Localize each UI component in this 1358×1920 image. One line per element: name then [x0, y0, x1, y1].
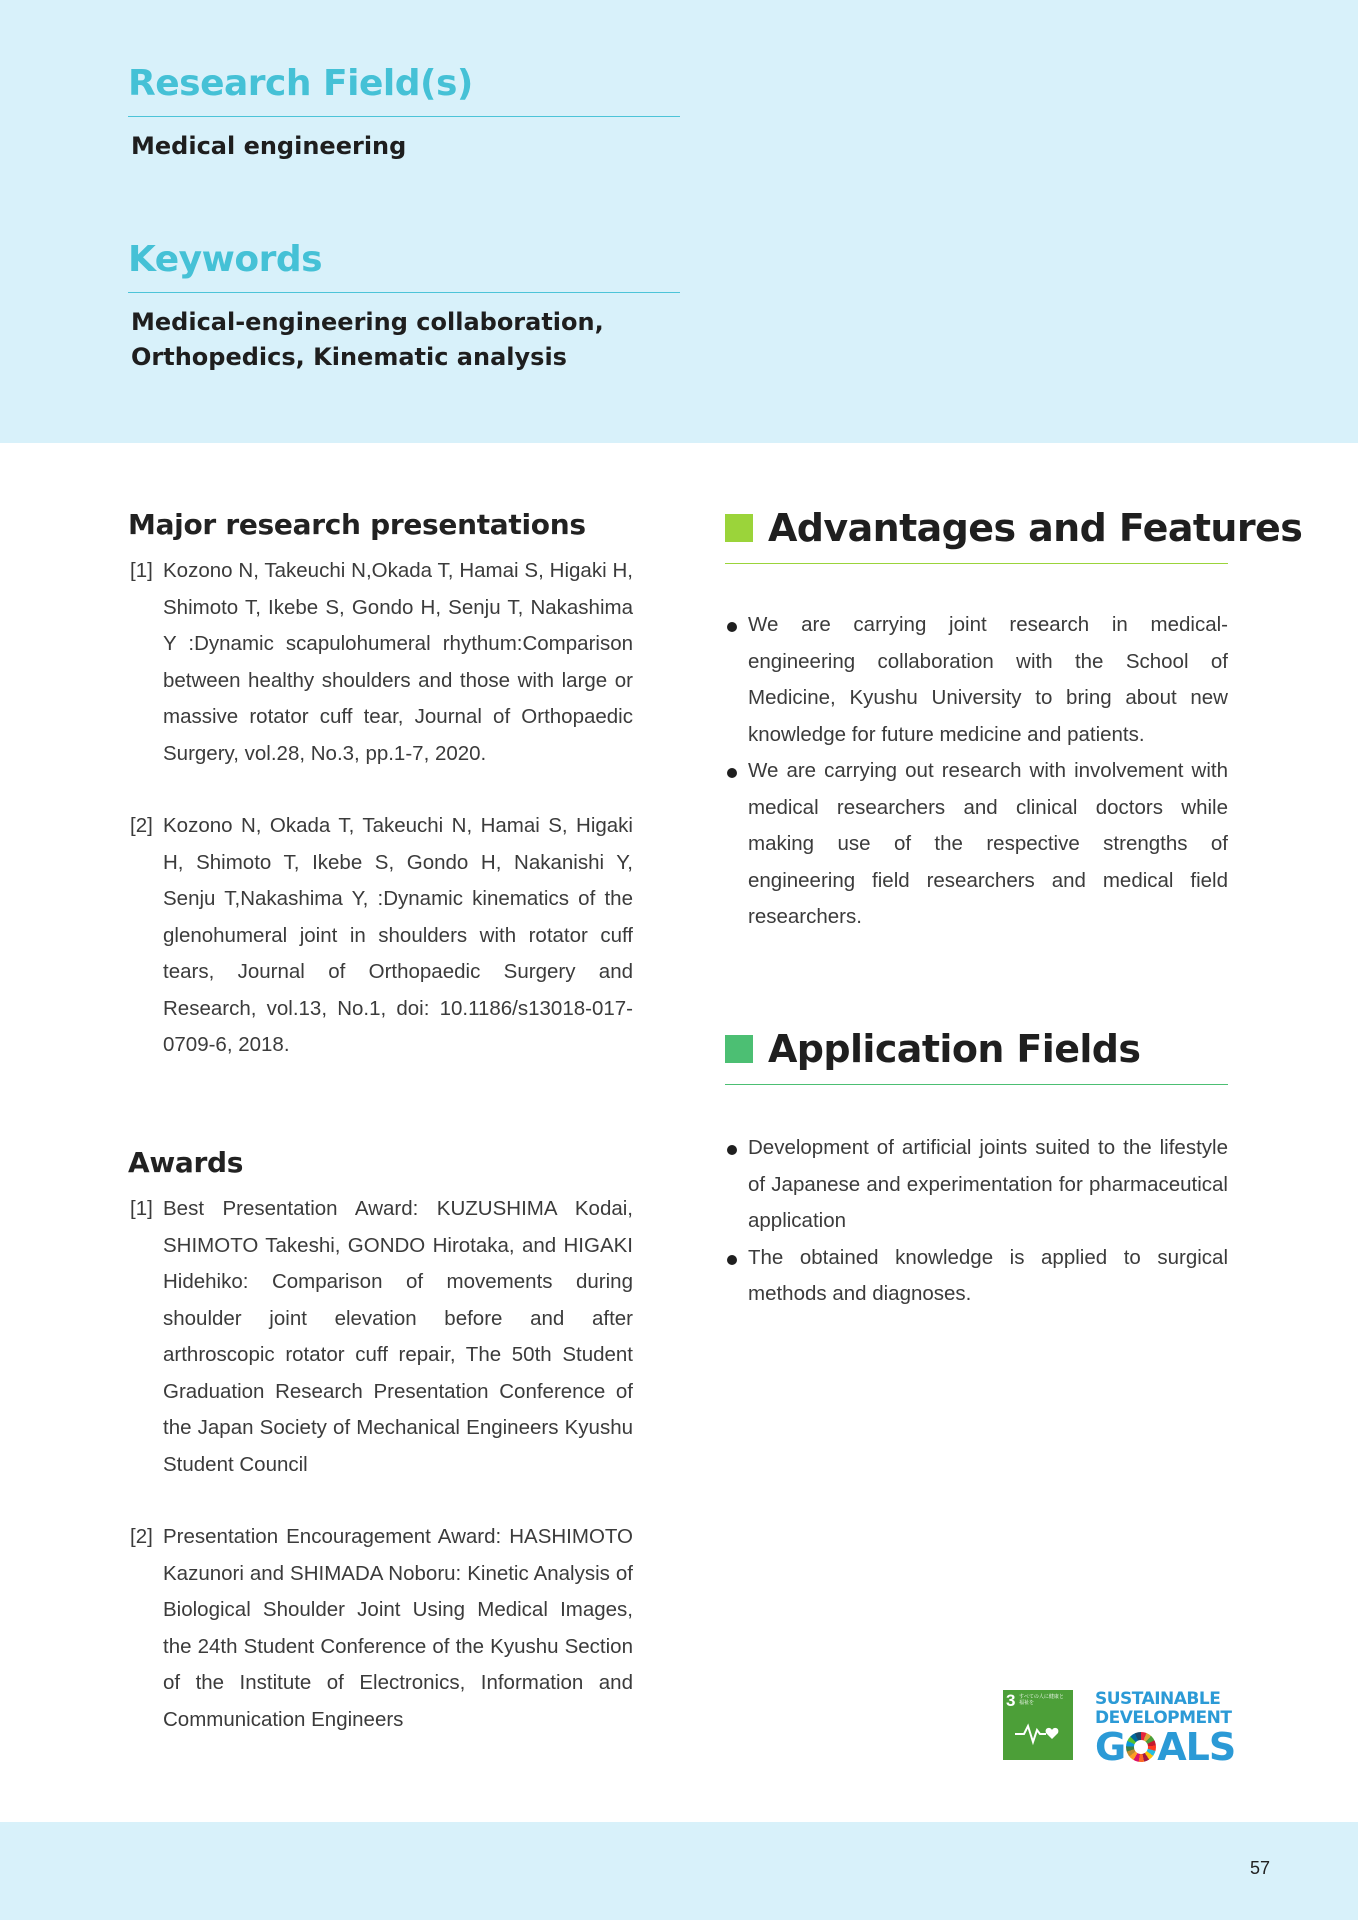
keywords-rule — [128, 292, 680, 293]
presentation-item-number: [1] — [130, 559, 153, 582]
presentations-section — [128, 508, 633, 1064]
research-fields-title: Research Field(s) — [128, 63, 473, 104]
list-item — [725, 1240, 1228, 1313]
presentation-item-text: Kozono N, Takeuchi N,Okada T, Hamai S, Higaki H, Shimoto T, Ikebe S, Gondo H, Senju T, Nakashima Y :Dynamic scapulohumeral rhythum:Comparison between healthy shoulders and those with large or massive rotator cuff tear, Journal of Orthopaedic Surgery, vol.28, No.3, pp.1-7, 2020. — [163, 559, 633, 765]
list-item — [725, 1130, 1228, 1240]
sdg-line-1: SUSTAINABLE — [1095, 1689, 1221, 1709]
bullet-icon — [727, 1255, 737, 1265]
award-item-text: Presentation Encouragement Award: HASHIMOTO Kazunori and SHIMADA Noboru: Kinetic Analysis of Biological Shoulder Joint Using Medical Images, the 24th Student Conference of the Kyushu Section of the Institute of Electronics, Information and Communication Engineers — [163, 1525, 633, 1731]
sdg-goal-number: 3 — [1006, 1691, 1016, 1710]
bullet-icon — [727, 1145, 737, 1155]
application-text: The obtained knowledge is applied to surgical methods and diagnoses. — [748, 1245, 1228, 1305]
research-fields-rule — [128, 116, 680, 117]
bullet-icon — [727, 768, 737, 778]
sdg-wordmark — [1095, 1689, 1236, 1769]
award-item — [128, 1519, 633, 1738]
award-item-number: [2] — [130, 1525, 153, 1548]
advantages-rule — [725, 563, 1228, 564]
sdg-wheel-icon — [1126, 1732, 1156, 1762]
research-fields-section — [128, 62, 680, 164]
keywords-title: Keywords — [128, 239, 323, 280]
award-item — [128, 1191, 633, 1483]
advantages-square-icon — [725, 514, 753, 542]
award-item-number: [1] — [130, 1197, 153, 1220]
advantages-list — [725, 607, 1228, 936]
applications-square-icon — [725, 1035, 753, 1063]
applications-title: Application Fields — [768, 1027, 1141, 1071]
heartbeat-icon — [1015, 1718, 1061, 1748]
award-item-text: Best Presentation Award: KUZUSHIMA Kodai, SHIMOTO Takeshi, GONDO Hirotaka, and HIGAKI Hidehiko: Comparison of movements during shoulder joint elevation before and after arthroscopic rotator cuff repair, The 50th Student Graduation Research Presentation Conference of the Japan Society of Mechanical Engineers Kyushu Student Council — [163, 1197, 633, 1476]
presentation-item-number: [2] — [130, 814, 153, 837]
research-fields-value: Medical engineering — [131, 132, 407, 160]
presentations-title: Major research presentations — [128, 508, 586, 541]
advantage-text: We are carrying out research with involvement with medical researchers and clinical doctors while making use of the respective strengths of engineering field researchers and medical field researchers. — [748, 759, 1228, 928]
sdg-badge — [1003, 1689, 1236, 1769]
bullet-icon — [727, 622, 737, 632]
sdg-goals-word — [1095, 1725, 1236, 1769]
keywords-section — [128, 238, 680, 375]
awards-title: Awards — [128, 1146, 244, 1179]
footer-band — [0, 1822, 1358, 1920]
advantages-heading — [725, 505, 1303, 564]
applications-rule — [725, 1084, 1228, 1085]
presentation-item-text: Kozono N, Okada T, Takeuchi N, Hamai S, Higaki H, Shimoto T, Ikebe S, Gondo H, Nakanishi Y, Senju T,Nakashima Y, :Dynamic kinematics of the glenohumeral joint in shoulders with rotator cuff tears, Journal of Orthopaedic Surgery and Research, vol.13, No.1, doi: 10.1186/s13018-017-0709-6, 2018. — [163, 814, 633, 1056]
list-item — [725, 607, 1228, 753]
presentation-item — [128, 808, 633, 1064]
keywords-line-2: Orthopedics, Kinematic analysis — [131, 343, 567, 371]
list-item — [725, 753, 1228, 936]
applications-heading — [725, 1026, 1228, 1085]
awards-section — [128, 1146, 633, 1738]
keywords-line-1: Medical-engineering collaboration, — [131, 308, 604, 336]
applications-list — [725, 1130, 1228, 1313]
advantage-text: We are carrying joint research in medical-engineering collaboration with the School of Medicine, Kyushu University to bring about new knowledge for future medicine and patients. — [748, 613, 1228, 746]
advantages-title: Advantages and Features — [768, 506, 1303, 550]
sdg-goal-3-icon — [1003, 1690, 1073, 1760]
application-text: Development of artificial joints suited to the lifestyle of Japanese and experimentation for pharmaceutical application — [748, 1136, 1228, 1232]
page-number: 57 — [1250, 1858, 1271, 1878]
sdg-line-2: DEVELOPMENT — [1095, 1708, 1232, 1728]
presentation-item — [128, 553, 633, 772]
sdg-goals-g: G — [1095, 1725, 1126, 1769]
sdg-goal-label: すべての人に健康と福祉を — [1019, 1694, 1064, 1706]
sdg-goals-rest: ALS — [1157, 1725, 1236, 1769]
